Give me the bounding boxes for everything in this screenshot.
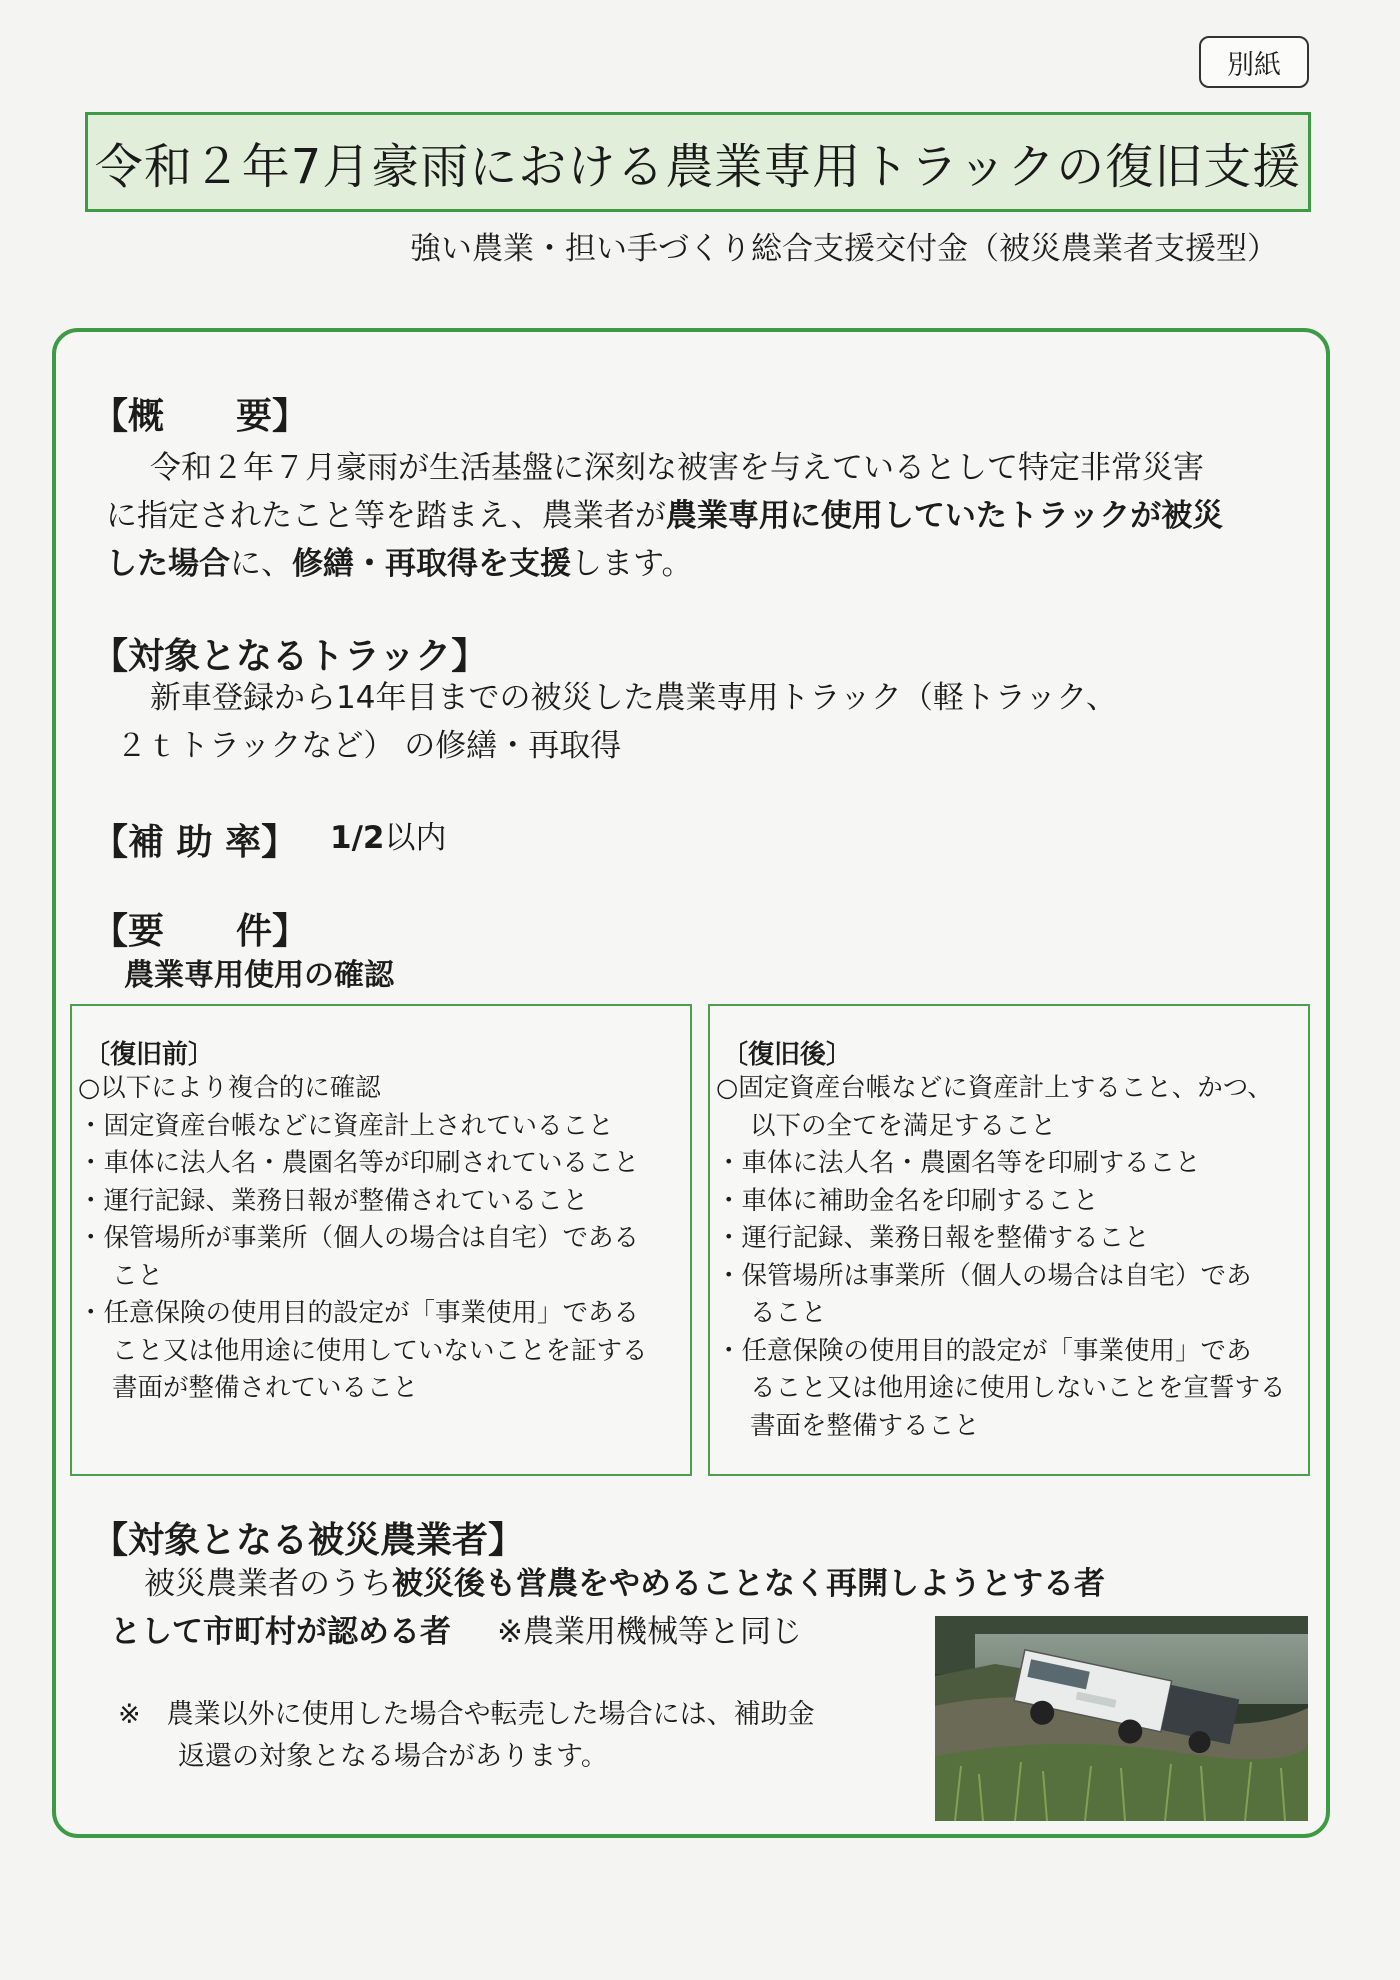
requirements-subheading: 農業専用使用の確認 bbox=[124, 958, 394, 993]
subsidy-rate-heading: 【補 助 率】 bbox=[92, 822, 298, 863]
return-note-line-1 bbox=[118, 1694, 815, 1736]
before-item-3-text: ・運行記録、業務日報が整備されていること bbox=[78, 1185, 589, 1216]
annex-tag: 別紙 bbox=[1199, 36, 1309, 88]
before-item-2-text: ・車体に法人名・農園名等が印刷されていること bbox=[78, 1148, 640, 1178]
title-banner bbox=[85, 112, 1311, 212]
overview-line-3 bbox=[106, 540, 1223, 588]
target-farmers-line-1-bold: 被災後も営農をやめることなく再開しようとする者 bbox=[392, 1566, 1105, 1602]
subtitle: 強い農業・担い手づくり総合支援交付金（被災農業者支援型） bbox=[410, 231, 1278, 267]
after-item-5-text: ・任意保険の使用目的設定が「事業使用」であ bbox=[716, 1335, 1252, 1366]
after-restoration-list bbox=[716, 1070, 1298, 1445]
return-note-line-2: 返還の対象となる場合があります。 bbox=[178, 1741, 608, 1772]
overview-line-2-bold: 農業専用に使用していたトラックが被災 bbox=[665, 498, 1224, 534]
after-restoration-title: 〔復旧後〕 bbox=[722, 1040, 853, 1070]
after-item-5-cont-1: ること又は他用途に使用しないことを宣誓する bbox=[750, 1373, 1286, 1403]
overview-line-3-bold-c: 修繕・再取得を支援 bbox=[292, 546, 571, 582]
before-item-4 bbox=[78, 1220, 680, 1295]
overview-line-2-plain: に指定されたこと等を踏まえ、農業者が bbox=[106, 498, 666, 534]
after-intro-cont: 以下の全てを満足すること bbox=[750, 1110, 1057, 1141]
after-intro bbox=[716, 1070, 1298, 1145]
overview-line-1: 令和２年７月豪雨が生活基盤に深刻な被害を与えているとして特定非常災害 bbox=[150, 450, 1204, 486]
after-item-3 bbox=[716, 1220, 1298, 1258]
target-farmers-line-2-note: ※農業用機械等と同じ bbox=[497, 1614, 802, 1650]
after-item-2 bbox=[716, 1183, 1298, 1221]
target-trucks-line-2: ２ｔトラックなど） の修繕・再取得 bbox=[116, 728, 622, 764]
target-trucks-text bbox=[106, 674, 1117, 770]
after-intro-text: ○固定資産台帳などに資産計上すること、かつ、 bbox=[716, 1073, 1273, 1103]
after-item-5 bbox=[716, 1333, 1298, 1446]
overview-heading: 【概 要】 bbox=[92, 396, 309, 437]
target-trucks-heading: 【対象となるトラック】 bbox=[92, 636, 488, 677]
after-item-4-cont: ること bbox=[750, 1298, 827, 1328]
flooded-truck-photo bbox=[935, 1616, 1308, 1821]
after-item-2-text: ・車体に補助金名を印刷すること bbox=[716, 1185, 1099, 1216]
target-farmers-line-1 bbox=[110, 1560, 1105, 1608]
before-item-5-cont-2: 書面が整備されていること bbox=[112, 1373, 419, 1403]
target-farmers-line-1-plain: 被災農業者のうち bbox=[144, 1566, 392, 1602]
page-title: 令和２年7月豪雨における農業専用トラックの復旧支援 bbox=[94, 138, 1302, 195]
overview-text bbox=[106, 444, 1223, 588]
after-restoration-box bbox=[708, 1004, 1310, 1476]
before-item-2 bbox=[78, 1145, 680, 1183]
after-item-5-cont-2: 書面を整備すること bbox=[750, 1410, 980, 1441]
before-item-4-text: ・保管場所が事業所（個人の場合は自宅）である bbox=[78, 1223, 640, 1253]
requirements-heading: 【要 件】 bbox=[92, 911, 309, 952]
before-item-4-cont: こと bbox=[112, 1260, 164, 1291]
subsidy-rate-suffix: 以内 bbox=[384, 820, 447, 856]
before-item-5-text: ・任意保険の使用目的設定が「事業使用」である bbox=[78, 1298, 640, 1328]
return-note-mark: ※ bbox=[118, 1699, 141, 1730]
before-restoration-box bbox=[70, 1004, 692, 1476]
overview-line-3-plain-d: します。 bbox=[571, 546, 693, 582]
return-note bbox=[118, 1694, 815, 1778]
target-farmers-line-2-bold: として市町村が認める者 bbox=[110, 1614, 451, 1650]
before-restoration-list bbox=[78, 1070, 680, 1408]
overview-line-3-bold-a: した場合 bbox=[106, 546, 230, 582]
overview-line-3-plain-b: に、 bbox=[230, 546, 292, 582]
before-item-3 bbox=[78, 1183, 680, 1221]
before-item-5-cont-1: こと又は他用途に使用していないことを証する bbox=[112, 1335, 648, 1366]
target-farmers-heading: 【対象となる被災農業者】 bbox=[92, 1520, 525, 1561]
before-item-1 bbox=[78, 1108, 680, 1146]
after-item-4 bbox=[716, 1258, 1298, 1333]
subsidy-rate-value bbox=[330, 814, 446, 862]
before-item-5 bbox=[78, 1295, 680, 1408]
before-item-1-text: ・固定資産台帳などに資産計上されていること bbox=[78, 1110, 614, 1141]
target-trucks-line-1: 新車登録から14年目までの被災した農業専用トラック（軽トラック、 bbox=[150, 680, 1117, 716]
subsidy-rate-fraction: 1/2 bbox=[330, 820, 385, 856]
after-item-4-text: ・保管場所は事業所（個人の場合は自宅）であ bbox=[716, 1260, 1252, 1291]
return-note-line-1-text: 農業以外に使用した場合や転売した場合には、補助金 bbox=[166, 1699, 815, 1730]
after-item-1 bbox=[716, 1145, 1298, 1183]
before-intro: ○以下により複合的に確認 bbox=[78, 1073, 381, 1103]
flooded-truck-illustration bbox=[935, 1616, 1308, 1821]
after-item-3-text: ・運行記録、業務日報を整備すること bbox=[716, 1223, 1150, 1253]
after-item-1-text: ・車体に法人名・農園名等を印刷すること bbox=[716, 1148, 1201, 1178]
before-restoration-title: 〔復旧前〕 bbox=[84, 1040, 215, 1070]
overview-line-2 bbox=[106, 492, 1223, 540]
